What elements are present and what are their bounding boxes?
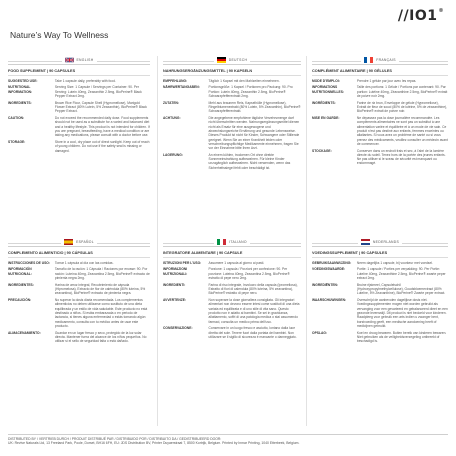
info-row <box>8 283 150 296</box>
info-label: ISTRUZIONI PER L’USO: <box>163 260 202 265</box>
info-row <box>312 79 448 83</box>
section-title: INTEGRATORE ALIMENTARE | 90 CAPSULE <box>163 249 301 258</box>
info-row <box>8 140 150 153</box>
language-header <box>8 56 150 65</box>
info-label: ALMACENAMIENTO: <box>8 330 41 335</box>
info-text: Overschrijd de aanbevolen dagelijkse dosis niet. Voedingssupplementen mogen niet worden gebruikt als vervanging voor een gevarieerd en gebalanceerd dieet en een gezonde levensstijl. Dit product is niet bedoeld voor kinderen. Raadpleeg voor gebruik een arts indien u zwanger bent, borstvoeding geeft, een medische aandoening heeft of medicijnen gebruikt. <box>356 298 448 328</box>
info-text: Conserver dans un endroit frais et sec, à l’abri de la lumière directe du soleil. Tenez hors de la portée des jeunes enfants. Ne pas utiliser si le sceau de sécurité est manquant ou endommagé. <box>356 148 446 166</box>
section-nederlands <box>312 238 448 346</box>
info-label: SUGGESTED USE: <box>8 78 38 83</box>
info-row <box>8 116 150 137</box>
info-row <box>163 85 301 98</box>
footer-line-1: DISTRIBUTED BY / VERTRIEB DURCH / PRODUIT DISTRIBUÉ PAR / DISTRIBUIDO POR / DISTRIBUITO DA / GEDISTRIBUEERD DOOR: <box>8 436 222 441</box>
info-row <box>312 116 448 146</box>
info-row <box>163 116 301 150</box>
info-text: Assumere 1 capsula al giorno ai pasti. <box>208 260 265 265</box>
info-row <box>163 298 301 324</box>
info-row <box>163 153 301 170</box>
info-row <box>312 149 448 166</box>
info-text: Farina di riso integrale, Involucro della capsula (Ipromellosa), Estratto di fiori di calendula (80% luteina, 5% zeaxantina), BioPerine® estratto di pepe nero. <box>208 282 298 296</box>
info-text: Serving Size: 1 Capsule / Servings per Container: 90. Per Serving: Lutein 40mg, Zeaxanthin 2.5mg, BioPerine® Black Pepper Extract 2mg. <box>54 85 142 99</box>
info-row <box>163 283 301 296</box>
info-label: ZUTATEN: <box>163 100 179 105</box>
info-text: Harina de arroz integral, Recubrimiento de cápsula (Hipromelosa), Extracto de flor de caléndula (80% luteína, 5% zeaxantina), BioPerine® extracto de pimienta negra. <box>54 282 146 296</box>
info-row <box>312 283 448 296</box>
language-name: ESPAÑOL <box>76 239 94 244</box>
info-row <box>312 261 448 265</box>
info-text: Taille des portions: 1 Gélule / Portions par contenant: 90. Par portion: Lutéine 40mg, Zéaxanthine 2.5mg, BioPerine® extrait de poivre noir 2mg. <box>356 85 448 99</box>
info-text: An einem kühlen, trockenen Ort ohne direkte Sonneneinstrahlung aufbewahren. Für kleine Kinder unzugänglich aufbewahren. Nicht verwenden, wenn das Sicherheitssiegel fehlt oder beschädigt ist. <box>208 152 291 170</box>
info-row <box>312 267 448 280</box>
info-label: NUTRITIONAL INFORMATION: <box>8 85 33 94</box>
info-label: MISE EN GARDE: <box>312 116 340 121</box>
info-label: LAGERUNG: <box>163 152 183 157</box>
info-text: Ne dépassez pas la dose journalière recommandée. Les compléments alimentaires ne sont pas un substitut à une alimentation variée et équilibrée et à un mode de vie sain. Ce produit n’est pas destiné aux enfants, femmes enceintes ou allaitantes. Si vous avez un problème de santé ou si vous prenez des médicaments, veuillez consulter un médecin avant de commencer. <box>356 116 448 146</box>
language-header <box>163 56 301 65</box>
info-row <box>163 79 301 83</box>
italy-flag-icon <box>217 239 226 245</box>
info-label: AVVERTENZE: <box>163 298 187 303</box>
info-text: Die angegebene empfohlene tägliche Verzehrsmenge darf nicht überschritten werden. Nahrungsergänzungsmittel dienen nicht als Ersatz für eine ausgewogene und abwechslungsreiche Ernährung und gesunde Lebensweise. Dieses Produkt ist nicht für Kinder, Schwangere oder Stillende geeignet. Wenn Sie an einer Krankheit leiden oder verschreibungspflichtige Medikamente einnehmen, fragen Sie vor der Einnahme bitte Ihren Arzt. <box>208 116 300 151</box>
tagline: Nature’s Way To Wellness <box>10 30 109 40</box>
language-header <box>312 56 448 65</box>
info-label: OPSLAG: <box>312 330 328 335</box>
info-label: STOCKAGE: <box>312 148 332 153</box>
info-label: EMPFEHLUNG: <box>163 78 188 83</box>
language-name: NEDERLANDS <box>372 239 400 244</box>
info-label: INGREDIËNTEN: <box>312 282 339 287</box>
info-label: INFORMATIONS NUTRITIONNELLES: <box>312 85 345 94</box>
info-label: ACHTUNG: <box>163 116 181 121</box>
section-italiano <box>163 238 301 342</box>
germany-flag-icon <box>217 57 226 63</box>
info-text: Portie: 1 capsule / Porties per verpakking: 90. Per Portie: Luteïne 40mg, Zeaxanthine 2.5mg, BioPerine® zwarte peper extract 2mg. <box>356 267 446 281</box>
info-row <box>8 79 150 83</box>
info-row <box>312 101 448 114</box>
info-row <box>312 298 448 328</box>
france-flag-icon <box>364 57 373 63</box>
info-row <box>8 261 150 265</box>
section-deutsch <box>163 56 301 172</box>
info-label: INGREDIENTI: <box>163 282 186 287</box>
info-text: Non superare la dose giornaliera consigliata. Gli integratori alimentari non devono essere intesi come sostituti di una dieta variata ed equilibrata e di uno stile di vita sano. Questo prodotto non è adatto ai bambini. Se sei in gravidanza, allattamento, soffri di una patologia medica o stai assumendo farmaci, consulta un medico prima dell’uso. <box>208 298 300 324</box>
section-espanol <box>8 238 150 346</box>
info-label: PRECAUCIÓN: <box>8 298 32 303</box>
info-text: Tamaño de la ración: 1 Cápsula / Raciones por envase: 90. Por ración: Luteína 40mg, Zeaxantina 2.5mg, BioPerine® extracto de pimienta negra 2mg. <box>54 267 150 281</box>
netherlands-flag-icon <box>361 239 370 245</box>
section-title: NAHRUNGSERGÄNZUNGSMITTEL | 90 KAPSELN <box>163 67 301 76</box>
info-row <box>163 101 301 114</box>
spain-flag-icon <box>64 239 73 245</box>
info-text: Farine de riz brun, Enveloppe de gélule (Hypromellose), Extrait de fleur de souci (80% de lutéine, 5% de zéaxanthine), BioPerine® extrait de poivre noir. <box>356 100 448 114</box>
info-text: Tomar 1 cápsula al día con las comidas. <box>54 260 114 265</box>
brand-logo: //IO1® <box>397 8 444 24</box>
info-text: No superar la dosis diaria recomendada. Los complementos alimenticios no deben utilizarse como sustituto de una dieta equilibrada y un estilo de vida saludable. Este producto no está destinado a niños. Si estás embarazada o en periodo de lactancia, si tienes alguna enfermedad o estás tomando algún medicamento, consulta con tu médico antes de usar este producto. <box>54 298 148 328</box>
info-label: INFORMACIÓN NUTRICIONAL: <box>8 267 32 276</box>
info-label: WAARSCHUWINGEN: <box>312 298 347 303</box>
info-row <box>8 101 150 114</box>
info-label: MODE D’EMPLOI: <box>312 78 340 83</box>
info-label: INGREDIENTS: <box>8 100 32 105</box>
language-header <box>163 238 301 247</box>
info-label: INSTRUCCIONES DE USO: <box>8 260 50 265</box>
distributor-footer <box>8 434 448 446</box>
info-text: Conservare in un luogo fresco e asciutto, lontano dalla luce diretta del sole. Tenere fuori dalla portata dei bambini. Non utilizzare se il sigillo di sicurezza è mancante o danneggiato. <box>208 326 297 339</box>
info-text: Take 1 capsule daily, preferably with food. <box>54 78 116 83</box>
info-label: INGRÉDIENTS: <box>312 100 336 105</box>
info-text: Neem dagelijks 1 capsule, bij voorkeur met voedsel. <box>356 260 433 265</box>
info-label: INGREDIENTES: <box>8 282 34 287</box>
uk-flag-icon <box>65 57 74 63</box>
info-label: NÄHRWERTANGABEN: <box>163 85 200 90</box>
info-label: CONSERVAZIONE: <box>163 326 193 331</box>
info-text: Mehl aus braunem Reis, Kapselhülle (Hypromellose), Ringelblumenextrakt (80% Lutein, 5% Zeaxanthin), BioPerine® Schwarzpfefferextrakt. <box>208 100 301 114</box>
info-text: Täglich 1 Kapsel mit den Mahlzeiten einnehmen. <box>208 78 280 83</box>
language-header <box>312 238 448 247</box>
info-row <box>8 331 150 344</box>
section-title: COMPLÉMENT ALIMENTAIRE | 90 GÉLULES <box>312 67 448 76</box>
section-title: COMPLEMENTO ALIMENTICIO | 90 CÁPSULAS <box>8 249 150 258</box>
info-row <box>163 326 301 339</box>
info-label: VOEDINGSWAARDE: <box>312 267 346 272</box>
language-name: ITALIANO <box>229 239 247 244</box>
info-text: Store in a cool, dry place out of direct sunlight. Keep out of reach of young children. Do not use if the safety seal is missing or damaged. <box>54 139 150 153</box>
info-row <box>8 267 150 280</box>
info-row <box>312 331 448 344</box>
column-divider <box>157 56 158 426</box>
info-row <box>8 298 150 328</box>
section-title: FOOD SUPPLEMENT | 90 CAPSULES <box>8 67 150 76</box>
info-text: Prendre 1 gélule par jour avec les repas. <box>356 78 417 83</box>
info-text: Guardar en un lugar fresco y seco, protegido de la luz solar directa. Mantener fuera del alcance de los niños pequeños. No utilizar si el sello de seguridad falta o está dañado. <box>54 330 147 344</box>
info-text: Portionsgröße: 1 Kapsel / Portionen pro Packung: 90. Pro Portion: Lutein 40mg, Zeaxanthin 2.5mg, BioPerine® Schwarzpfefferextrakt 2mg. <box>208 85 293 99</box>
info-row <box>163 267 301 280</box>
info-label: INFORMAZIONI NUTRIZIONALI: <box>163 267 188 276</box>
language-name: FRANÇAIS <box>376 57 396 62</box>
section-english <box>8 56 150 155</box>
info-label: GEBRUIKSAANWIJZING: <box>312 260 352 265</box>
info-text: Brown Rice Flour, Capsule Shell (Hypromellose), Marigold Flower Extract (80% Lutein, 5% Zeaxanthin), BioPerine® Black Pepper Extract. <box>54 100 147 114</box>
info-text: Do not exceed the recommended daily dose. Food supplements should not be used as a substitute for a varied and balanced diet and a healthy lifestyle. This product is not intended for children. If you are pregnant, breastfeeding, have a medical condition or are taking any medications, please consult with a doctor before use. <box>54 116 150 138</box>
info-text: Porzione: 1 capsula / Porzioni per confezione: 90. Per porzione: Luteina 40mg, Zeaxantina 2.5mg, BioPerine® estratto di pepe nero 2mg. <box>208 267 290 281</box>
footer-line-2: UK: Revive Naturals Ltd, 13 Freeland Park, Poole, Dorset, BH16 6FH, EU: JDS Distribution BV, Printer Duyaerstraat 7, 8500 Kortrijk, Belgium. Printed by Inmar Printing, 1040 Etterbeek, Belgium. <box>8 441 300 446</box>
language-header <box>8 238 150 247</box>
info-label: STORAGE: <box>8 139 26 144</box>
info-row <box>8 85 150 98</box>
language-name: DEUTSCH <box>228 57 248 62</box>
info-row <box>163 261 301 265</box>
column-divider <box>306 56 307 426</box>
section-title: VOEDINGSSUPPLEMENT | 90 CAPSULES <box>312 249 448 258</box>
info-text: Koel en droog bewaren. Buiten bereik van kinderen bewaren. Niet gebruiken als de veiligheidsverzegeling ontbreekt of beschadigd is. <box>356 330 447 344</box>
language-name: ENGLISH <box>76 57 94 62</box>
section-francais <box>312 56 448 168</box>
info-row <box>312 85 448 98</box>
info-text: Bruine rijstmeel, Capsulelschil (Hydroxypropylmethylcellulose), Goudsbloemextract (80% Luteïne, 5% Zeaxanthine), BioPerine® Zwarte peper extract. <box>356 282 446 296</box>
info-label: CAUTION: <box>8 116 25 121</box>
